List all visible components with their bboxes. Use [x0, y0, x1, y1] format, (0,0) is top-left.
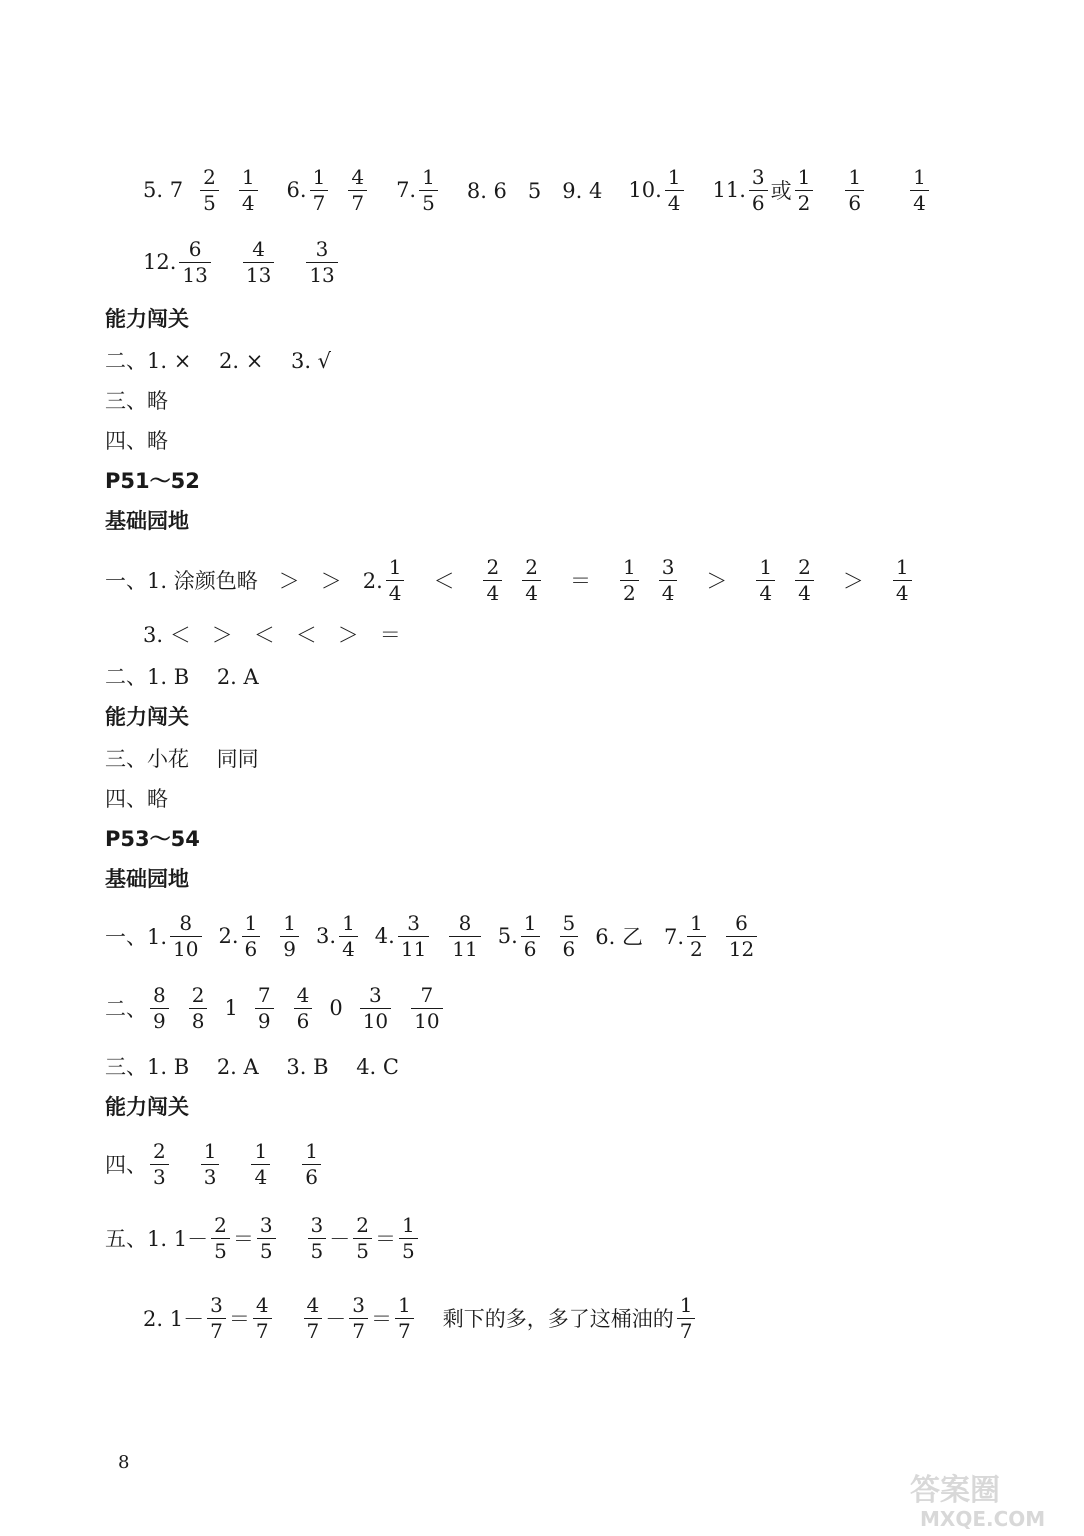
text: 12. [143, 250, 177, 274]
fraction: $\frac{8}{11}$ [449, 913, 480, 960]
fraction: $\frac{4}{7}$ [348, 167, 367, 214]
text: 8. 6 5 9. 4 [466, 179, 603, 203]
text: 2. [218, 924, 239, 948]
section-heading: 基础园地 [105, 867, 189, 891]
fraction: $\frac{4}{7}$ [253, 1295, 272, 1342]
text: 四、 [105, 1153, 147, 1177]
text: 7. [396, 178, 417, 202]
fraction: $\frac{2}{5}$ [353, 1215, 372, 1262]
text: ＝ [228, 1307, 250, 1331]
text: 一、1. 涂颜色略 ＞ ＞ 2. [105, 569, 383, 593]
fraction: $\frac{6}{12}$ [726, 913, 757, 960]
answer-line-15 [105, 1208, 421, 1268]
answer-line-8: 二、1. B 2. A [105, 665, 259, 689]
section-heading: 能力闯关 [105, 1095, 189, 1119]
text: － [329, 1227, 351, 1251]
fraction: $\frac{7}{10}$ [411, 985, 442, 1032]
section-heading: 能力闯关 [105, 307, 189, 331]
fraction: $\frac{1}{4}$ [239, 167, 258, 214]
answer-line-12 [105, 978, 446, 1038]
fraction: $\frac{1}{3}$ [201, 1141, 220, 1188]
fraction: $\frac{2}{8}$ [189, 985, 208, 1032]
text: 一、1. [105, 925, 168, 949]
fraction: $\frac{3}{13}$ [306, 239, 337, 286]
answer-line-3: 二、1. × 2. × 3. √ [105, 349, 332, 373]
text: ＜ [433, 569, 455, 593]
watermark-logo [900, 1470, 1080, 1530]
section-heading: 基础园地 [105, 509, 189, 533]
fraction: $\frac{3}{11}$ [398, 913, 429, 960]
fraction: $\frac{4}{13}$ [243, 239, 274, 286]
text: 剩下的多，多了这桶油的 [442, 1307, 674, 1331]
fraction: $\frac{3}{5}$ [308, 1215, 327, 1262]
text: 6. [286, 178, 307, 202]
fraction: $\frac{3}{6}$ [749, 167, 768, 214]
text: 0 [329, 996, 343, 1020]
fraction: $\frac{3}{5}$ [257, 1215, 276, 1262]
fraction: $\frac{1}{5}$ [399, 1215, 418, 1262]
fraction: $\frac{3}{4}$ [659, 557, 678, 604]
fraction: $\frac{2}{4}$ [522, 557, 541, 604]
fraction: $\frac{1}{4}$ [756, 557, 775, 604]
text: 6. 乙 7. [595, 925, 685, 949]
answer-line-2 [143, 232, 341, 292]
svg-text:答案圈: 答案圈 [910, 1473, 1000, 1508]
fraction: $\frac{1}{2}$ [795, 167, 814, 214]
answer-line-6 [105, 550, 915, 610]
fraction: $\frac{5}{6}$ [560, 913, 579, 960]
text: 3. [316, 924, 337, 948]
fraction: $\frac{8}{9}$ [150, 985, 169, 1032]
text: ＝ [232, 1227, 254, 1251]
fraction: $\frac{1}{5}$ [419, 167, 438, 214]
text: 二、 [105, 997, 147, 1021]
page-range-heading: P51～52 [105, 469, 200, 493]
fraction: $\frac{2}{4}$ [483, 557, 502, 604]
fraction: $\frac{1}{4}$ [910, 167, 929, 214]
text: 5. [497, 924, 518, 948]
fraction: $\frac{1}{4}$ [665, 167, 684, 214]
page-number: 8 [118, 1452, 130, 1473]
fraction: $\frac{1}{4}$ [893, 557, 912, 604]
text: ＞ [842, 569, 864, 593]
fraction: $\frac{1}{6}$ [242, 913, 261, 960]
answer-line-4: 三、略 [105, 389, 168, 413]
svg-text:MXQE.COM: MXQE.COM [920, 1507, 1046, 1530]
answer-line-9: 三、小花 同同 [105, 747, 259, 771]
fraction: $\frac{3}{7}$ [207, 1295, 226, 1342]
fraction: $\frac{1}{9}$ [280, 913, 299, 960]
fraction: $\frac{1}{2}$ [687, 913, 706, 960]
text: 2. 1－ [143, 1307, 205, 1331]
answer-line-16 [143, 1288, 698, 1348]
fraction: $\frac{4}{7}$ [304, 1295, 323, 1342]
fraction: $\frac{1}{4}$ [251, 1141, 270, 1188]
answer-line-13: 三、1. B 2. A 3. B 4. C [105, 1055, 399, 1079]
text: 5. 7 [143, 178, 184, 202]
answer-line-10: 四、略 [105, 787, 168, 811]
text: 或 [770, 179, 792, 203]
fraction: $\frac{2}{5}$ [200, 167, 219, 214]
answer-line-5: 四、略 [105, 429, 168, 453]
fraction: $\frac{1}{7}$ [310, 167, 329, 214]
fraction: $\frac{1}{4}$ [386, 557, 405, 604]
answer-line-1 [143, 160, 932, 220]
fraction: $\frac{1}{7}$ [395, 1295, 414, 1342]
page-range-heading: P53～54 [105, 827, 200, 851]
text: 10. [628, 178, 662, 202]
fraction: $\frac{7}{9}$ [255, 985, 274, 1032]
fraction: $\frac{2}{3}$ [150, 1141, 169, 1188]
fraction: $\frac{1}{4}$ [339, 913, 358, 960]
fraction: $\frac{3}{10}$ [360, 985, 391, 1032]
text: ＝ [569, 569, 591, 593]
text: ＝ [371, 1307, 393, 1331]
fraction: $\frac{1}{2}$ [620, 557, 639, 604]
fraction: $\frac{3}{7}$ [349, 1295, 368, 1342]
answer-line-11 [105, 906, 760, 966]
text: 1 [224, 996, 238, 1020]
answer-line-7: 3. ＜ ＞ ＜ ＜ ＞ ＝ [143, 623, 401, 647]
fraction: $\frac{8}{10}$ [170, 913, 201, 960]
fraction: $\frac{6}{13}$ [179, 239, 210, 286]
section-heading: 能力闯关 [105, 705, 189, 729]
text: 4. [374, 924, 395, 948]
text: 五、1. 1－ [105, 1227, 209, 1251]
answer-line-14 [105, 1134, 324, 1194]
fraction: $\frac{1}{7}$ [677, 1295, 696, 1342]
fraction: $\frac{4}{6}$ [294, 985, 313, 1032]
fraction: $\frac{1}{6}$ [302, 1141, 321, 1188]
text: － [325, 1307, 347, 1331]
fraction: $\frac{1}{6}$ [845, 167, 864, 214]
text: 11. [712, 178, 746, 202]
text: ＞ [706, 569, 728, 593]
fraction: $\frac{2}{4}$ [795, 557, 814, 604]
text: ＝ [375, 1227, 397, 1251]
fraction: $\frac{1}{6}$ [521, 913, 540, 960]
fraction: $\frac{2}{5}$ [211, 1215, 230, 1262]
